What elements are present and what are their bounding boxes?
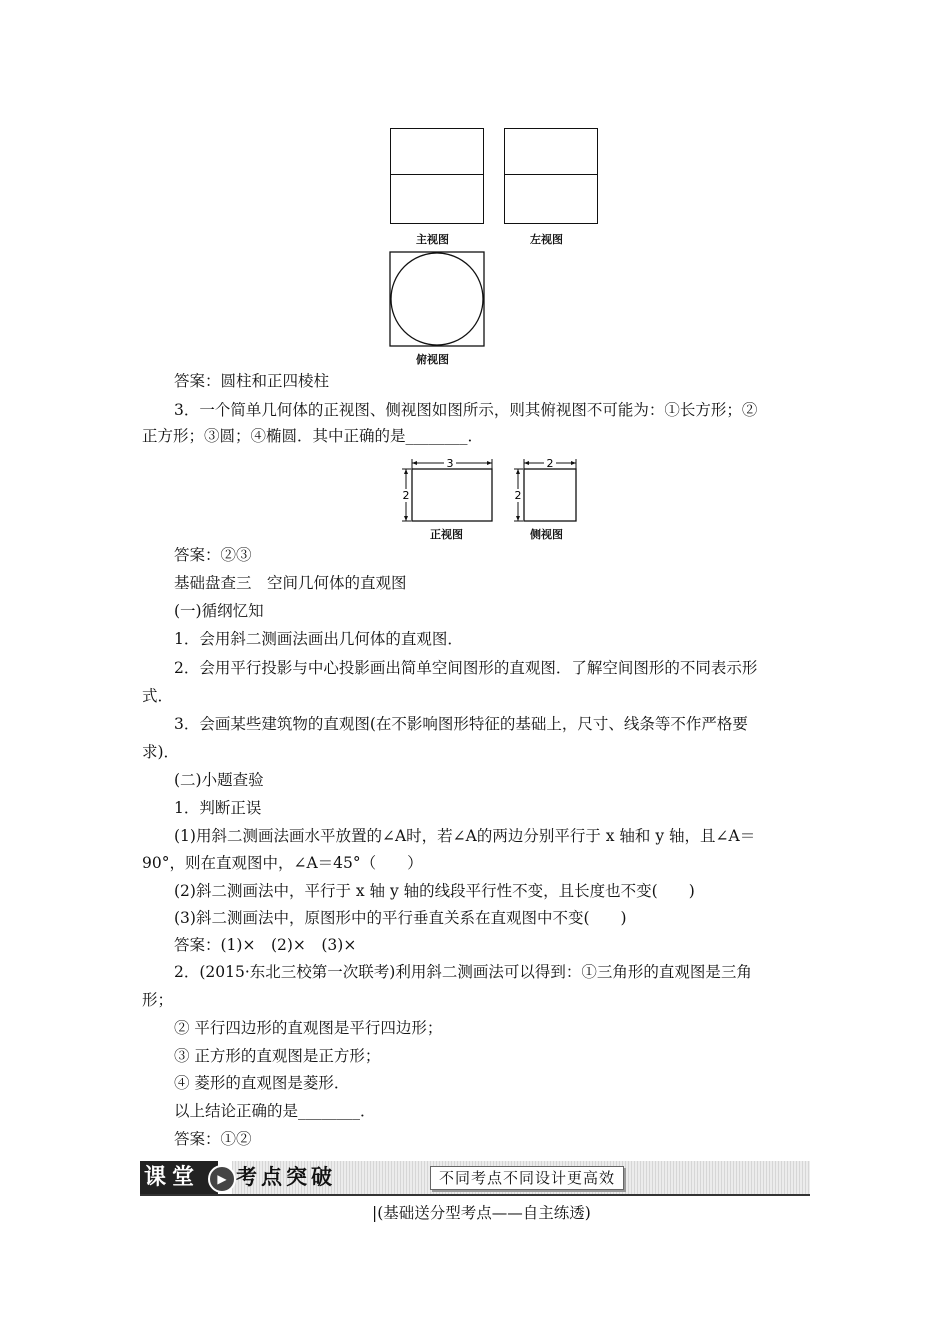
recall-item-2a: 2．会用平行投影与中心投影画出简单空间图形的直观图．了解空间图形的不同表示形 [174, 659, 758, 677]
banner-title: 考点突破 [236, 1165, 336, 1189]
banner-left-label: 课堂 [140, 1161, 218, 1194]
recall-title: (一)循纲忆知 [174, 602, 264, 620]
banner-tag: 不同考点不同设计更高效 [430, 1166, 624, 1190]
q1-item-3: (3)斜二测画法中，原图形中的平行垂直关系在直观图中不变( ) [174, 909, 627, 927]
q2-line-b: 形； [142, 991, 174, 1009]
front-height-label: 2 [402, 489, 410, 502]
q2-line-d: ③ 正方形的直观图是正方形； [174, 1047, 381, 1065]
q2-line-e: ④ 菱形的直观图是菱形． [174, 1074, 350, 1092]
top-view-caption: 俯视图 [416, 353, 449, 366]
q2-answer: 答案：①② [174, 1130, 252, 1148]
side-width-label: 2 [546, 457, 554, 470]
subheading: |(基础送分型考点——自主练透) [372, 1204, 591, 1222]
q3-line2: 正方形；③圆；④椭圆．其中正确的是________． [142, 427, 484, 445]
top-view-diagram [389, 251, 485, 347]
q2-line-f: 以上结论正确的是________． [174, 1102, 376, 1120]
q1-title: 1．判断正误 [174, 799, 262, 817]
q1-item-1a: (1)用斜二测画法画水平放置的∠A时，若∠A的两边分别平行于 x 轴和 y 轴，且∠A＝ [174, 827, 756, 845]
top-view-circle [391, 253, 483, 345]
recall-item-1: 1．会用斜二测画法画出几何体的直观图． [174, 630, 463, 648]
q2-line-c: ② 平行四边形的直观图是平行四边形； [174, 1019, 443, 1037]
front-view-midline [390, 174, 484, 175]
section3-title: 基础盘查三 空间几何体的直观图 [174, 574, 407, 592]
answer-q2: 答案：圆柱和正四棱柱 [174, 372, 330, 390]
side-height-label: 2 [514, 489, 522, 502]
q3-front-caption: 正视图 [430, 528, 463, 541]
section-banner [140, 1161, 810, 1194]
recall-item-3a: 3．会画某些建筑物的直观图(在不影响图形特征的基础上，尺寸、线条等不作严格要 [174, 715, 748, 733]
q3-side-view-diagram [512, 457, 582, 527]
q1-item-2: (2)斜二测画法中，平行于 x 轴 y 轴的线段平行性不变，且长度也不变( ) [174, 882, 695, 900]
side-rect [524, 469, 576, 521]
q2-line-a: 2．(2015·东北三校第一次联考)利用斜二测画法可以得到：①三角形的直观图是三角 [174, 963, 752, 981]
front-view-caption: 主视图 [416, 233, 449, 246]
play-arrow-icon: ▶ [208, 1165, 236, 1193]
left-view-caption: 左视图 [530, 233, 563, 246]
q3-side-caption: 侧视图 [530, 528, 563, 541]
left-view-midline [504, 174, 598, 175]
recall-item-3b: 求)． [142, 743, 180, 761]
q1-answer: 答案：(1)× (2)× (3)× [174, 936, 357, 954]
q3-answer: 答案：②③ [174, 546, 252, 564]
front-view-rect [390, 128, 484, 224]
banner-divider [140, 1194, 810, 1196]
q3-front-view-diagram [400, 457, 500, 527]
left-view-rect [504, 128, 598, 224]
q3-line1: 3．一个简单几何体的正视图、侧视图如图所示，则其俯视图不可能为：①长方形；② [174, 401, 758, 419]
q1-item-1b: 90°，则在直观图中，∠A＝45°（ ） [142, 854, 423, 872]
check-title: (二)小题查验 [174, 771, 264, 789]
front-rect [412, 469, 492, 521]
recall-item-2b: 式． [142, 687, 174, 705]
front-width-label: 3 [446, 457, 454, 470]
